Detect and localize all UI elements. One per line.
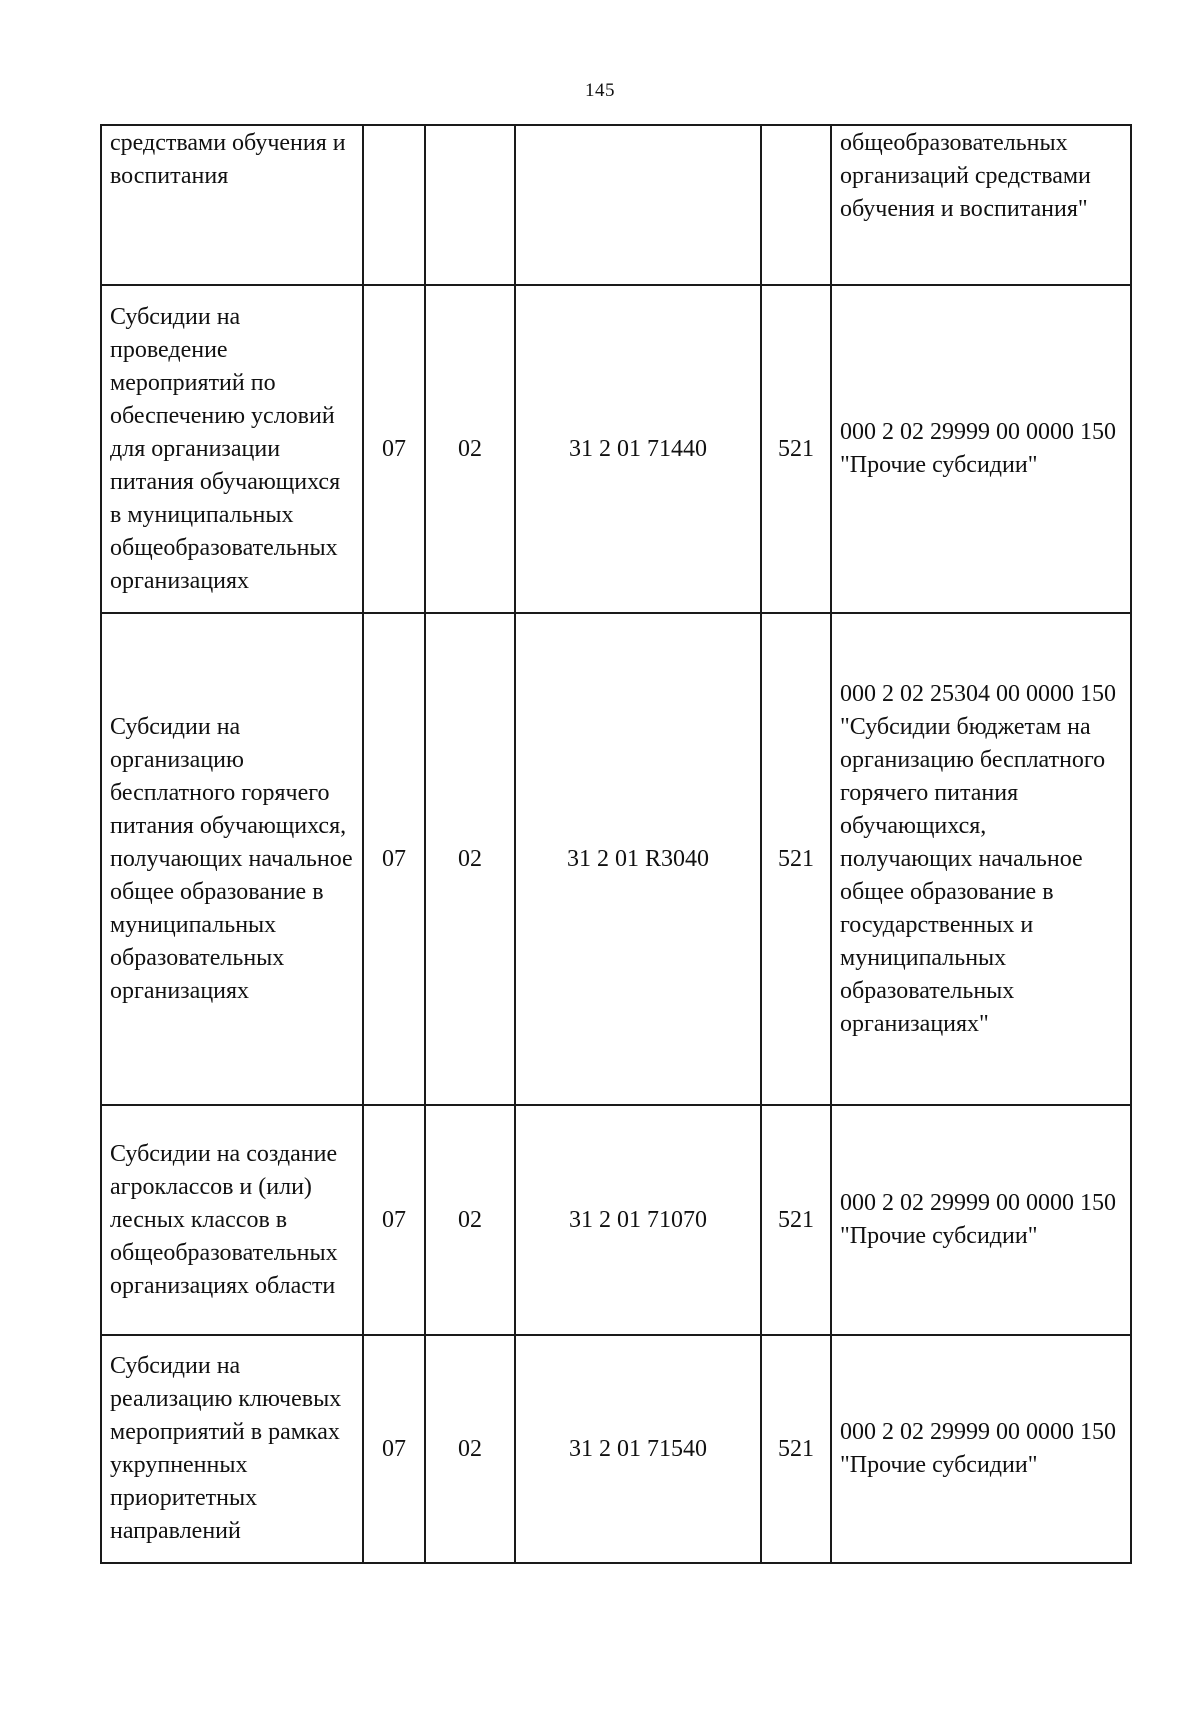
row-target-item-cell: 31 2 01 71440 [515, 285, 761, 613]
budget-table [100, 124, 1132, 1564]
row-section-cell: 07 [363, 1335, 425, 1563]
row-target-item-cell: 31 2 01 71540 [515, 1335, 761, 1563]
table-row [101, 1335, 1131, 1563]
row-name-cell: Субсидии на проведение мероприятий по обеспечению условий для организации питания обучающихся в муниципальных общеобразовательных организациях [101, 285, 363, 613]
row-income-code-cell: общеобразовательных организаций средствами обучения и воспитания" [831, 125, 1131, 285]
row-section-cell: 07 [363, 285, 425, 613]
row-name-cell: средствами обучения и воспитания [101, 125, 363, 285]
row-subsection-cell: 02 [425, 1105, 515, 1335]
row-income-code-cell: 000 2 02 29999 00 0000 150 "Прочие субсидии" [831, 1335, 1131, 1563]
table-row [101, 1105, 1131, 1335]
row-name-cell: Субсидии на реализацию ключевых мероприятий в рамках укрупненных приоритетных направлений [101, 1335, 363, 1563]
row-target-item-cell [515, 125, 761, 285]
row-subsection-cell: 02 [425, 285, 515, 613]
table-row [101, 285, 1131, 613]
row-section-cell: 07 [363, 613, 425, 1105]
row-target-item-cell: 31 2 01 R3040 [515, 613, 761, 1105]
row-target-item-cell: 31 2 01 71070 [515, 1105, 761, 1335]
row-expense-type-cell: 521 [761, 613, 831, 1105]
row-section-cell [363, 125, 425, 285]
row-income-code-cell: 000 2 02 29999 00 0000 150 "Прочие субсидии" [831, 1105, 1131, 1335]
row-subsection-cell [425, 125, 515, 285]
row-expense-type-cell: 521 [761, 1335, 831, 1563]
row-subsection-cell: 02 [425, 613, 515, 1105]
row-income-code-cell: 000 2 02 29999 00 0000 150 "Прочие субсидии" [831, 285, 1131, 613]
row-income-code-cell: 000 2 02 25304 00 0000 150 "Субсидии бюджетам на организацию бесплатного горячего питания обучающихся, получающих начальное общее образование в государственных и муниципальных образовательных организациях" [831, 613, 1131, 1105]
row-expense-type-cell: 521 [761, 285, 831, 613]
table-row [101, 613, 1131, 1105]
row-name-cell: Субсидии на организацию бесплатного горячего питания обучающихся, получающих начальное общее образование в муниципальных образовательных организациях [101, 613, 363, 1105]
row-expense-type-cell [761, 125, 831, 285]
row-subsection-cell: 02 [425, 1335, 515, 1563]
row-name-cell: Субсидии на создание агроклассов и (или) лесных классов в общеобразовательных организациях области [101, 1105, 363, 1335]
page-number: 145 [585, 80, 615, 101]
row-section-cell: 07 [363, 1105, 425, 1335]
row-expense-type-cell: 521 [761, 1105, 831, 1335]
table-row [101, 125, 1131, 285]
